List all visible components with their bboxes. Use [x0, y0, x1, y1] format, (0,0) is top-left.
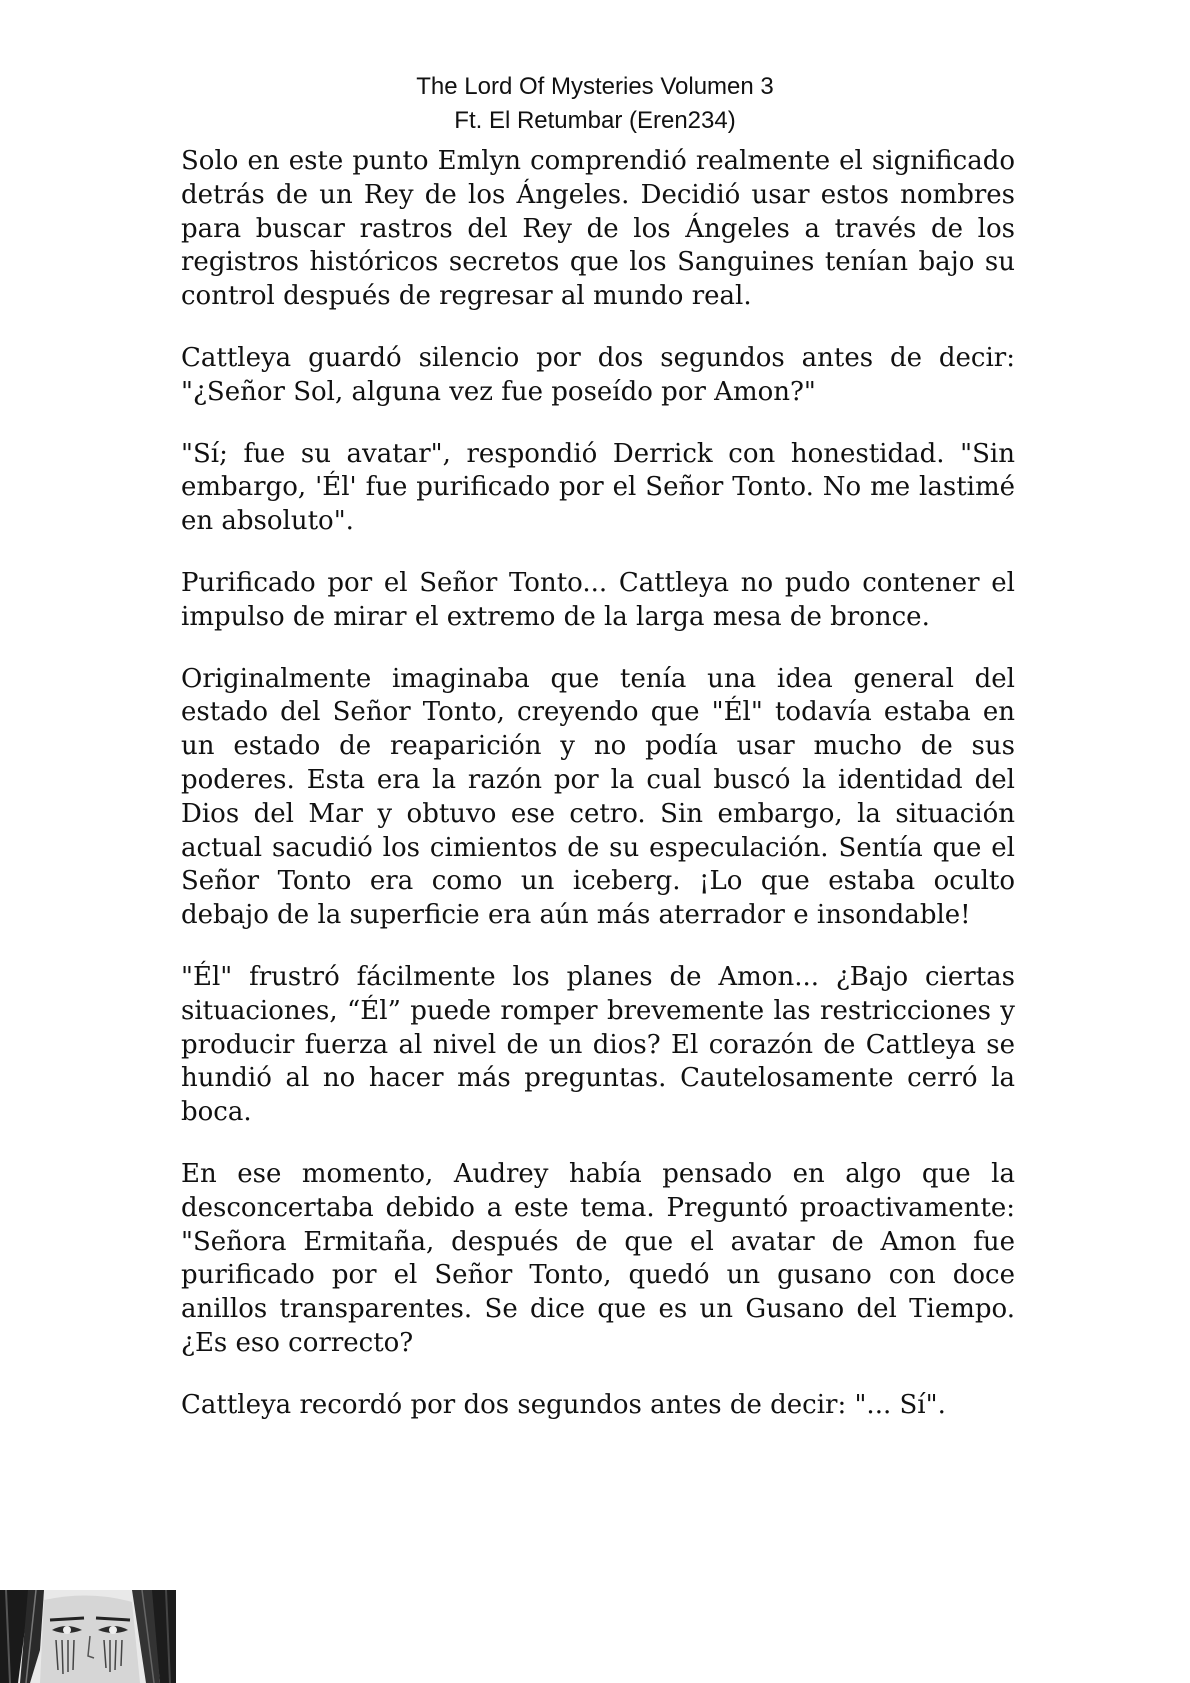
paragraph: Originalmente imaginaba que tenía una idea general del estado del Señor Tonto, creyendo que "Él" todavía estaba en un estado de reaparición y no podía usar mucho de sus poderes. Esta era la razón por la cual buscó la identidad del Dios del Mar y obtuvo ese cetro. Sin embargo, la situación actual sacudió los cimientos de su especulación. Sentía que el Señor Tonto era como un iceberg. ¡Lo que estaba oculto debajo de la superficie era aún más aterrador e insondable! — [181, 663, 1015, 931]
paragraph: En ese momento, Audrey había pensado en algo que la desconcertaba debido a este tema. Preguntó proactivamente: "Señora Ermitaña, después de que el avatar de Amon fue purificado por el Señor Tonto, quedó un gusano con doce anillos transparentes. Se dice que es un Gusano del Tiempo. ¿Es eso correcto? — [181, 1158, 1015, 1358]
paragraph: Cattleya recordó por dos segundos antes de decir: "... Sí". — [181, 1389, 946, 1420]
paragraph: Purificado por el Señor Tonto... Cattleya no pudo contener el impulso de mirar el extremo de la larga mesa de bronce. — [181, 567, 1015, 632]
page-body — [181, 145, 1015, 1451]
paragraph: Solo en este punto Emlyn comprendió realmente el significado detrás de un Rey de los Ángeles. Decidió usar estos nombres para buscar rastros del Rey de los Ángeles a través de los registros históricos secretos que los Sanguines tenían bajo su control después de regresar al mundo real. — [181, 146, 1015, 312]
paragraph: "Él" frustró fácilmente los planes de Amon... ¿Bajo ciertas situaciones, “Él” puede romper brevemente las restricciones y producir fuerza al nivel de un dios? El corazón de Cattleya se hundió al no hacer más preguntas. Cautelosamente cerró la boca. — [181, 961, 1015, 1128]
paragraph: "Sí; fue su avatar", respondió Derrick con honestidad. "Sin embargo, 'Él' fue purificado por el Señor Tonto. No me lastimé en absoluto". — [181, 438, 1015, 537]
header-title: The Lord Of Mysteries Volumen 3 — [416, 73, 774, 100]
page-header — [0, 70, 1190, 138]
manga-portrait-image — [0, 1590, 176, 1683]
header-subtitle: Ft. El Retumbar (Eren234) — [454, 107, 736, 134]
paragraph: Cattleya guardó silencio por dos segundos antes de decir: "¿Señor Sol, alguna vez fue poseído por Amon?" — [181, 342, 1015, 407]
